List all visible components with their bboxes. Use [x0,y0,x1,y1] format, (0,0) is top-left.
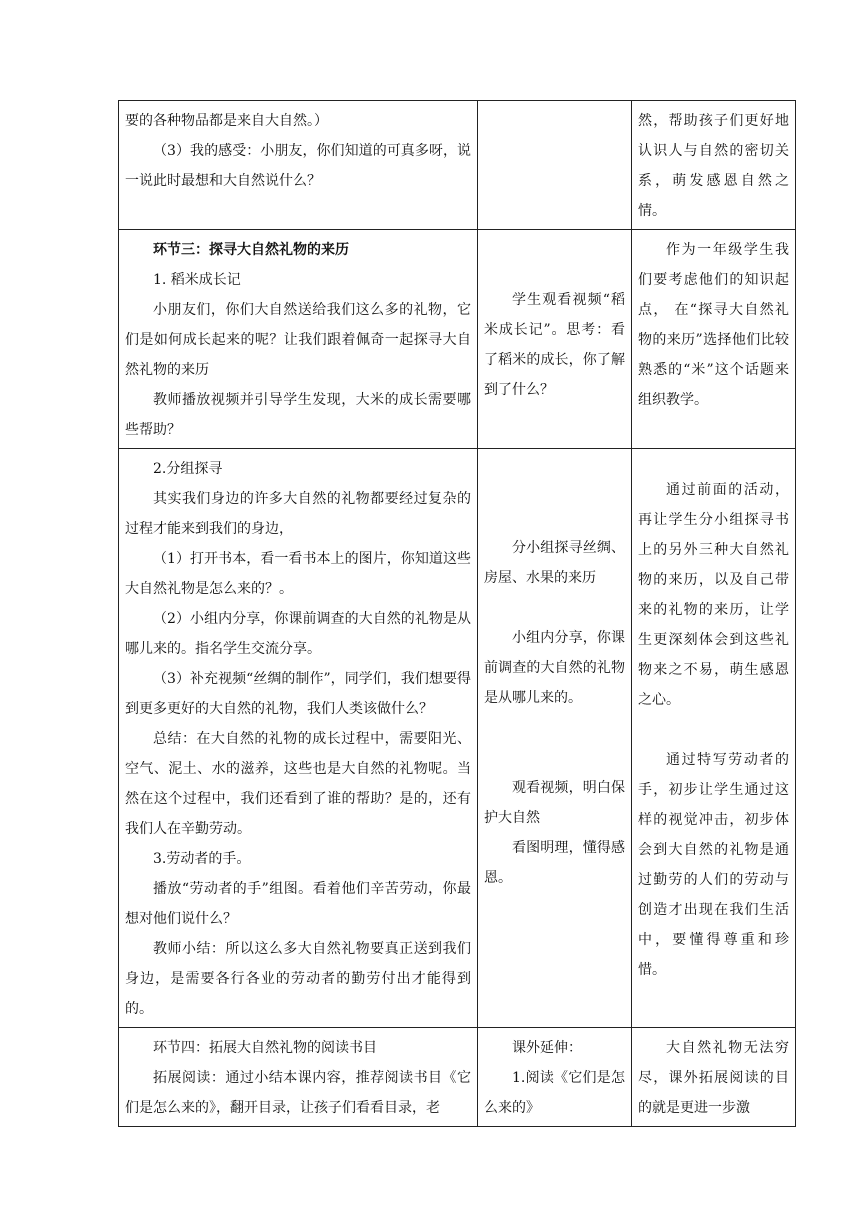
paragraph: 教师播放视频并引导学生发现，大米的成长需要哪些帮助？ [125,392,471,438]
paragraph: （3）我的感受：小朋友，你们知道的可真多呀，说一说此时最想和大自然说什么？ [125,143,471,189]
student-activity-cell [478,101,632,230]
paragraph: 通过前面的活动，再让学生分小组探寻书上的另外三种大自然礼物的来历，以及自己带来的礼物的来历，让学生更深刻体会到这些礼物来之不易，萌生感恩之心。 [638,482,789,708]
paragraph: 拓展阅读：通过小结本课内容，推荐阅读书目《它们是怎么来的》，翻开目录，让孩子们看看目录，老 [125,1070,471,1116]
paragraph: （2）小组内分享，你课前调查的大自然的礼物是从哪儿来的。指名学生交流分享。 [125,611,471,657]
paragraph: 然，帮助孩子们更好地认识人与自然的密切关系，萌发感恩自然之情。 [638,113,789,219]
paragraph: （1）打开书本，看一看书本上的图片，你知道这些大自然礼物是怎么来的？。 [125,551,471,597]
paragraph: 观看视频，明白保护大自然 [484,780,625,826]
paragraph: 总结：在大自然的礼物的成长过程中，需要阳光、空气、泥土、水的滋养，这些也是大自然的礼物呢。当然在这个过程中，我们还看到了谁的帮助？是的，还有我们人在辛勤劳动。 [125,731,471,837]
lesson-plan-table [118,100,796,1127]
table-row [119,230,796,449]
paragraph: 小组内分享，你课前调查的大自然的礼物是从哪儿来的。 [484,630,625,706]
paragraph: 分小组探寻丝绸、房屋、水果的来历 [484,540,625,586]
student-activity-cell [478,230,632,449]
design-intent-cell [632,1028,796,1127]
paragraph: 课外延伸： [512,1040,582,1056]
teacher-activity-cell [119,101,478,230]
table-row [119,1028,796,1127]
design-intent-cell [632,230,796,449]
design-intent-cell [632,101,796,230]
paragraph: 教师小结：所以这么多大自然礼物要真正送到我们身边，是需要各行各业的劳动者的勤劳付出才能得到的。 [125,941,471,1017]
table-row [119,101,796,230]
student-activity-cell [478,1028,632,1127]
paragraph: 3.劳动者的手。 [153,851,251,867]
paragraph: 播放“劳动者的手”组图。看着他们辛苦劳动，你最想对他们说什么？ [125,881,471,927]
design-intent-cell [632,449,796,1028]
paragraph: 1.阅读《它们是怎么来的》 [484,1070,625,1116]
teacher-activity-cell [119,1028,478,1127]
section-heading: 环节三：探寻大自然礼物的来历 [153,242,349,258]
section-heading: 环节四：拓展大自然礼物的阅读书目 [153,1040,377,1056]
paragraph: （3）补充视频“丝绸的制作”，同学们，我们想要得到更多更好的大自然的礼物，我们人类该做什么？ [125,671,471,717]
paragraph: 看图明理，懂得感恩。 [484,840,625,886]
paragraph: 学生观看视频“稻米成长记”。思考：看了稻米的成长，你了解到了什么？ [484,292,625,398]
paragraph: 2.分组探寻 [153,461,223,477]
paragraph: 通过特写劳动者的手，初步让学生通过这样的视觉冲击，初步体会到大自然的礼物是通过勤劳的人们的劳动与创造才出现在我们生活中，要懂得尊重和珍惜。 [638,752,789,978]
paragraph: 作为一年级学生我们要考虑他们的知识起点， 在“探寻大自然礼物的来历”选择他们比较熟悉的“米”这个话题来组织教学。 [638,242,789,408]
paragraph: 1. 稻米成长记 [153,272,241,288]
student-activity-cell [478,449,632,1028]
paragraph: 大自然礼物无法穷尽，课外拓展阅读的目的就是更进一步激 [638,1040,789,1116]
paragraph: 小朋友们，你们大自然送给我们这么多的礼物，它们是如何成长起来的呢？让我们跟着佩奇一起探寻大自然礼物的来历 [125,302,471,378]
teacher-activity-cell [119,230,478,449]
paragraph: 要的各种物品都是来自大自然。） [125,113,328,129]
teacher-activity-cell [119,449,478,1028]
paragraph: 其实我们身边的许多大自然的礼物都要经过复杂的过程才能来到我们的身边， [125,491,471,537]
table-row [119,449,796,1028]
